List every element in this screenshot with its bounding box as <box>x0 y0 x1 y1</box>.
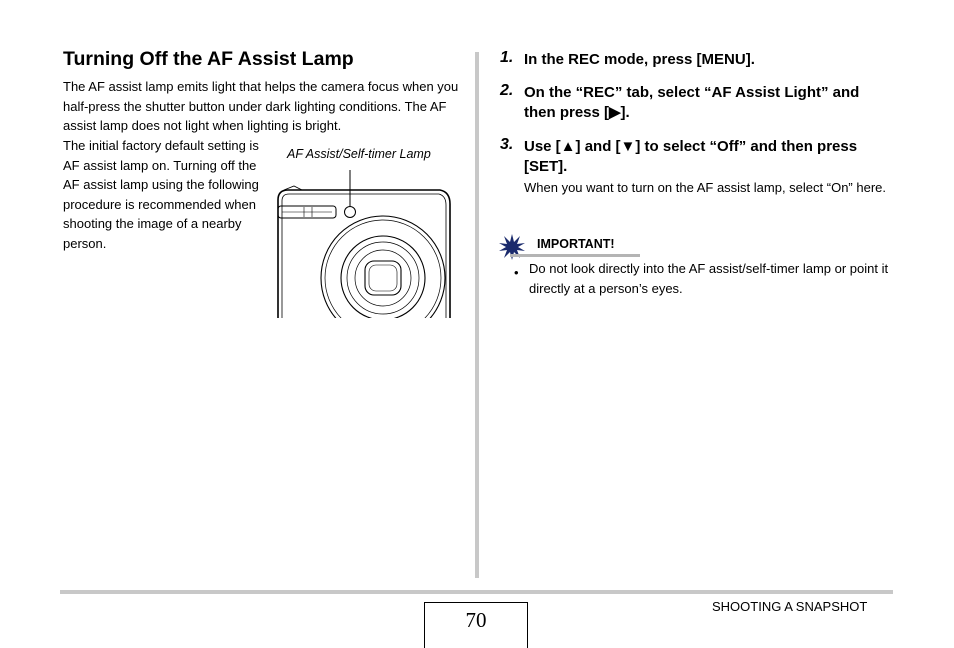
bullet-dot: • <box>514 265 519 280</box>
footer-rule <box>60 590 893 594</box>
chapter-label: SHOOTING A SNAPSHOT <box>712 599 868 614</box>
important-underline <box>510 254 640 257</box>
page-number: 70 <box>465 608 487 632</box>
important-label: IMPORTANT! <box>537 237 615 251</box>
factory-default-paragraph: The initial factory default setting is AF assist lamp on. Turning off the AF assist lamp using the following procedure is recommended when shooting the image of a nearby person. <box>63 138 259 251</box>
column-divider <box>475 52 479 578</box>
step-text: On the “REC” tab, select “AF Assist Light” and then press [▶]. <box>524 84 860 121</box>
step-text: In the REC mode, press [MENU]. <box>524 51 755 68</box>
step-note: When you want to turn on the AF assist lamp, select “On” here. <box>524 180 887 195</box>
step-number: 2. <box>500 82 514 99</box>
intro-paragraph: The AF assist lamp emits light that helps the camera focus when you half-press the shutter button under dark lighting conditions. The AF assist lamp does not light when lighting is bright. <box>63 79 459 133</box>
important-bullet: Do not look directly into the AF assist/self-timer lamp or point it directly at a person’s eyes. <box>529 261 889 296</box>
step-number: 1. <box>500 49 514 66</box>
camera-front-illustration <box>268 170 454 318</box>
figure-caption: AF Assist/Self-timer Lamp <box>287 147 431 161</box>
step-number: 3. <box>500 136 514 153</box>
section-title: Turning Off the AF Assist Lamp <box>63 48 354 70</box>
step-text: Use [▲] and [▼] to select “Off” and then press [SET]. <box>524 138 858 175</box>
